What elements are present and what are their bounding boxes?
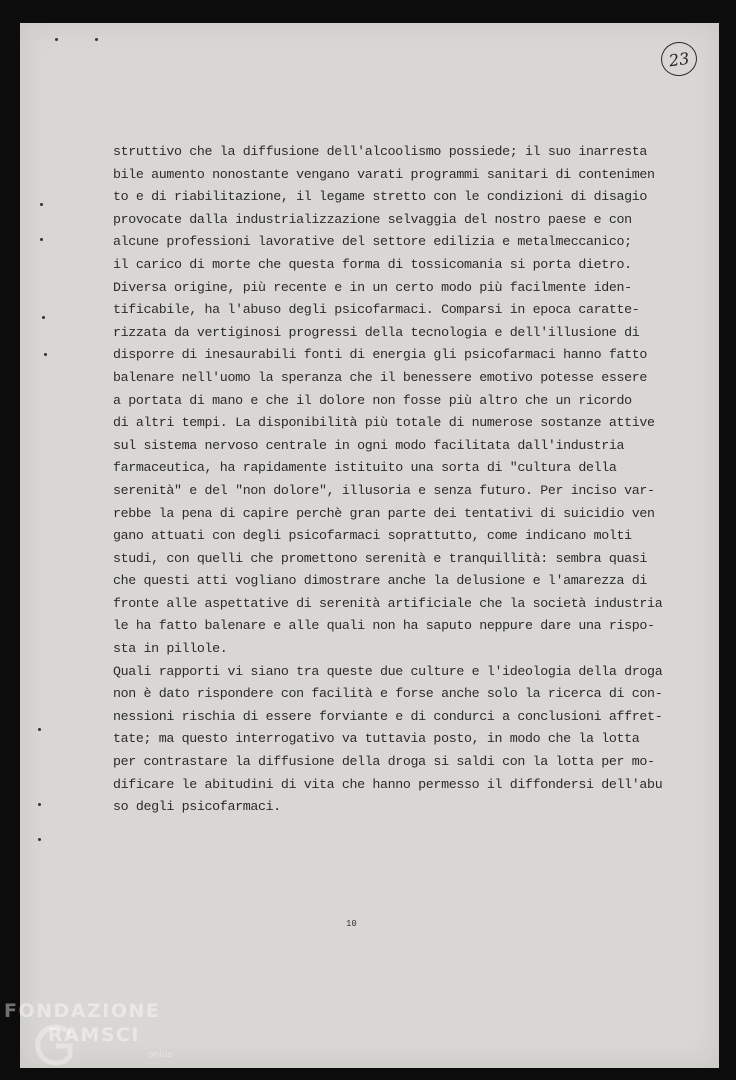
text-line: dificare le abitudini di vita che hanno permesso il diffondersi dell'abu: [113, 776, 663, 792]
text-line: so degli psicofarmaci.: [113, 799, 281, 815]
text-line: di altri tempi. La disponibilità più totale di numerose sostanze attive: [113, 415, 655, 431]
handwritten-page-number: [659, 40, 699, 79]
text-line: fronte alle aspettative di serenità artificiale che la società industria: [113, 595, 663, 611]
text-line: farmaceutica, ha rapidamente istituito una sorta di "cultura della: [113, 460, 617, 476]
watermark-line3: onlus: [148, 1050, 173, 1060]
page-number-label: 23: [667, 48, 691, 70]
margin-mark: [38, 728, 41, 731]
margin-mark: [40, 238, 43, 241]
margin-mark: [55, 38, 58, 41]
margin-mark: [42, 316, 45, 319]
margin-mark: [38, 838, 41, 841]
document-page: [20, 23, 719, 1068]
text-line: studi, con quelli che promettono serenità e tranquillità: sembra quasi: [113, 550, 648, 566]
text-line: Quali rapporti vi siano tra queste due culture e l'ideologia della droga: [113, 663, 663, 679]
margin-mark: [40, 203, 43, 206]
text-line: nessioni rischia di essere forviante e di condurci a conclusioni affret-: [113, 708, 663, 724]
text-line: provocate dalla industrializzazione selvaggia del nostro paese e con: [113, 211, 632, 227]
text-line: bile aumento nonostante vengano varati programmi sanitari di contenimen: [113, 166, 655, 182]
text-line: rizzata da vertiginosi progressi della tecnologia e dell'illusione di: [113, 324, 640, 340]
text-line: to e di riabilitazione, il legame stretto con le condizioni di disagio: [113, 189, 648, 205]
typewritten-body: [113, 141, 673, 819]
text-line: balenare nell'uomo la speranza che il benessere emotivo potesse essere: [113, 369, 648, 385]
text-line: sul sistema nervoso centrale in ogni modo facilitata dall'industria: [113, 437, 625, 453]
watermark-line1: FONDAZIONE: [4, 1000, 161, 1022]
text-line: tate; ma questo interrogativo va tuttavia posto, in modo che la lotta: [113, 731, 640, 747]
text-line: a portata di mano e che il dolore non fosse più altro che un ricordo: [113, 392, 632, 408]
text-line: alcune professioni lavorative del settore edilizia e metalmeccanico;: [113, 234, 632, 250]
footer-page-number: 10: [346, 919, 357, 929]
margin-mark: [44, 353, 47, 356]
text-line: gano attuati con degli psicofarmaci soprattutto, come indicano molti: [113, 528, 632, 544]
watermark-line2: RAMSCI: [48, 1024, 140, 1046]
margin-mark: [95, 38, 98, 41]
text-line: serenità" e del "non dolore", illusoria e senza futuro. Per inciso var-: [113, 482, 655, 498]
text-line: Diversa origine, più recente e in un certo modo più facilmente iden-: [113, 279, 632, 295]
text-line: disporre di inesaurabili fonti di energia gli psicofarmaci hanno fatto: [113, 347, 648, 363]
text-line: tificabile, ha l'abuso degli psicofarmaci. Comparsi in epoca caratte-: [113, 302, 640, 318]
text-line: rebbe la pena di capire perchè gran parte dei tentativi di suicidio ven: [113, 505, 655, 521]
text-line: le ha fatto balenare e alle quali non ha saputo neppure dare una rispo-: [113, 618, 655, 634]
text-line: per contrastare la diffusione della droga si saldi con la lotta per mo-: [113, 754, 655, 770]
margin-mark: [38, 803, 41, 806]
text-line: struttivo che la diffusione dell'alcoolismo possiede; il suo inarresta: [113, 144, 648, 159]
text-line: sta in pillole.: [113, 641, 228, 657]
text-line: non è dato rispondere con facilità e forse anche solo la ricerca di con-: [113, 686, 663, 702]
text-line: che questi atti vogliano dimostrare anche la delusione e l'amarezza di: [113, 573, 648, 589]
watermark-logo: [0, 1000, 190, 1080]
text-line: il carico di morte che questa forma di tossicomania si porta dietro.: [113, 256, 632, 272]
